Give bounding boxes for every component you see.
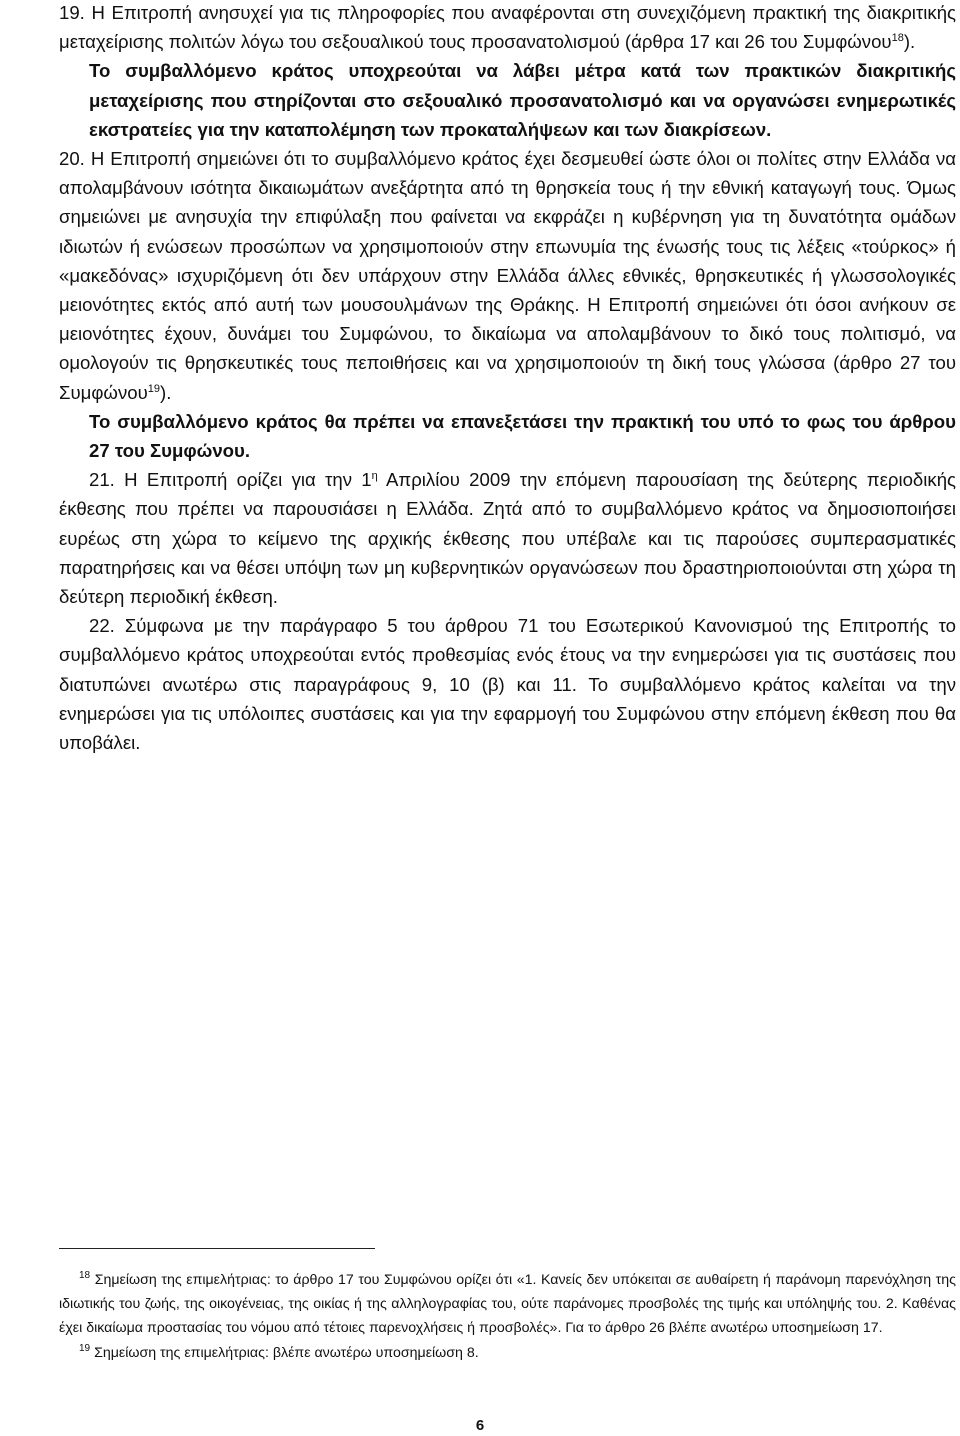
footnote-text: Σημείωση της επιμελήτριας: το άρθρο 17 του Συμφώνου ορίζει ότι «1. Κανείς δεν υπόκειται σε αυθαίρετη ή παράνομη παρενόχληση της ιδιωτικής του ζωής, της οικογένειας, της οικίας ή της αλληλογραφίας του, ούτε παράνομες προσβολές της τιμής και υπόληψής του. 2. Καθένας έχει δικαίωμα προστασίας του νόμου από τέτοιες παρενοχλήσεις ή προσβολές». Για το άρθρο 26 βλέπε ανωτέρω υποσημείωση 17. bbox=[59, 1272, 956, 1337]
footnote-number: 19 bbox=[79, 1342, 91, 1354]
footnote-ref[interactable]: 19 bbox=[147, 382, 161, 395]
paragraph-22 bbox=[59, 611, 956, 757]
footnote-separator bbox=[59, 1248, 375, 1249]
paragraph-text-end: ). bbox=[160, 381, 172, 403]
paragraph-19 bbox=[59, 0, 956, 56]
paragraph-20 bbox=[59, 144, 956, 407]
paragraph-number: 21. bbox=[89, 469, 115, 491]
footnotes bbox=[59, 1268, 956, 1365]
ordinal-superscript: η bbox=[371, 470, 378, 483]
footnote-18 bbox=[59, 1268, 956, 1341]
footnote-number: 18 bbox=[79, 1270, 91, 1282]
paragraph-text-start: Η Επιτροπή ορίζει για την 1 bbox=[124, 469, 372, 491]
paragraph-text: Η Επιτροπή ανησυχεί για τις πληροφορίες που αναφέρονται στη συνεχιζόμενη πρακτική της διακριτικής μεταχείρισης πολιτών λόγω του σεξουαλικού τους προσανατολισμού (άρθρα 17 και 26 του Συμφώνου bbox=[59, 2, 956, 53]
paragraph-number: 22. bbox=[89, 615, 115, 637]
paragraph-text: Απριλίου 2009 την επόμενη παρουσίαση της δεύτερης περιοδικής έκθεσης που πρέπει να παρουσιάσει η Ελλάδα. Ζητά από το συμβαλλόμενο κράτος να δημοσιοποιήσει ευρέως στη χώρα το κείμενο της αρχικής έκθεσης που υπέβαλε και τις παρούσες συμπερασματικές παρατηρήσεις και να θέσει υπόψη των μη κυβερνητικών οργανώσεων που δραστηριοποιούνται στη χώρα τη δεύτερη περιοδική έκθεση. bbox=[59, 469, 956, 608]
paragraph-text: Η Επιτροπή σημειώνει ότι το συμβαλλόμενο κράτος έχει δεσμευθεί ώστε όλοι οι πολίτες στην Ελλάδα να απολαμβάνουν ισότητα δικαιωμάτων ανεξάρτητα από τη θρησκεία τους ή την εθνική καταγωγή τους. Όμως σημειώνει με ανησυχία την επιφύλαξη που φαίνεται να εκφράζει η κυβέρνηση για τη δυνατότητα ομάδων ιδιωτών ή ενώσεων προσώπων να χρησιμοποιούν στην επωνυμία της ένωσής τους τις λέξεις «τούρκος» ή «μακεδόνας» ισχυριζόμενη ότι δεν υπάρχουν στην Ελλάδα άλλες εθνικές, θρησκευτικές ή γλωσσολογικές μειονότητες εκτός από αυτή των μουσουλμάνων της Θράκης. Η Επιτροπή σημειώνει ότι όσοι ανήκουν σε μειονότητες έχουν, δυνάμει του Συμφώνου, το δικαίωμα να απολαμβάνουν το δικό τους πολιτισμό, να ομολογούν τις θρησκευτικές τους πεποιθήσεις και να χρησιμοποιούν τη δική τους γλώσσα (άρθρο 27 του Συμφώνου bbox=[59, 148, 956, 403]
footnote-19 bbox=[59, 1341, 956, 1365]
main-text bbox=[59, 0, 956, 757]
paragraph-text-end: ). bbox=[903, 31, 916, 53]
paragraph-number: 20. bbox=[59, 148, 85, 170]
recommendation-20: Το συμβαλλόμενο κράτος θα πρέπει να επανεξετάσει την πρακτική του υπό το φως του άρθρου 27 του Συμφώνου. bbox=[89, 410, 956, 462]
paragraph-number: 19. bbox=[59, 2, 85, 23]
footnote-text: Σημείωση της επιμελήτριας: βλέπε ανωτέρω υποσημείωση 8. bbox=[94, 1344, 479, 1361]
paragraph-text: Σύμφωνα με την παράγραφο 5 του άρθρου 71 του Εσωτερικού Κανονισμού της Επιτροπής το συμβαλλόμενο κράτος υποχρεούται εντός προθεσμίας ενός έτους να την ενημερώσει για τις συστάσεις που διατυπώνει ανωτέρω στις παραγράφους 9, 10 (β) και 11. Το συμβαλλόμενο κράτος καλείται να την ενημερώσει για τις υπόλοιπες συστάσεις και για την εφαρμογή του Συμφώνου στην επόμενη έκθεση που θα υποβάλει. bbox=[59, 615, 957, 754]
paragraph-21 bbox=[59, 465, 956, 611]
footnote-ref[interactable]: 18 bbox=[891, 32, 904, 45]
recommendation-19: Το συμβαλλόμενο κράτος υποχρεούται να λάβει μέτρα κατά των πρακτικών διακριτικής μεταχείρισης που στηρίζονται στο σεξουαλικό προσανατολισμό και να οργανώσει ενημερωτικές εκστρατείες για την καταπολέμηση των προκαταλήψεων και των διακρίσεων. bbox=[89, 60, 956, 140]
page-number: 6 bbox=[475, 1417, 485, 1434]
